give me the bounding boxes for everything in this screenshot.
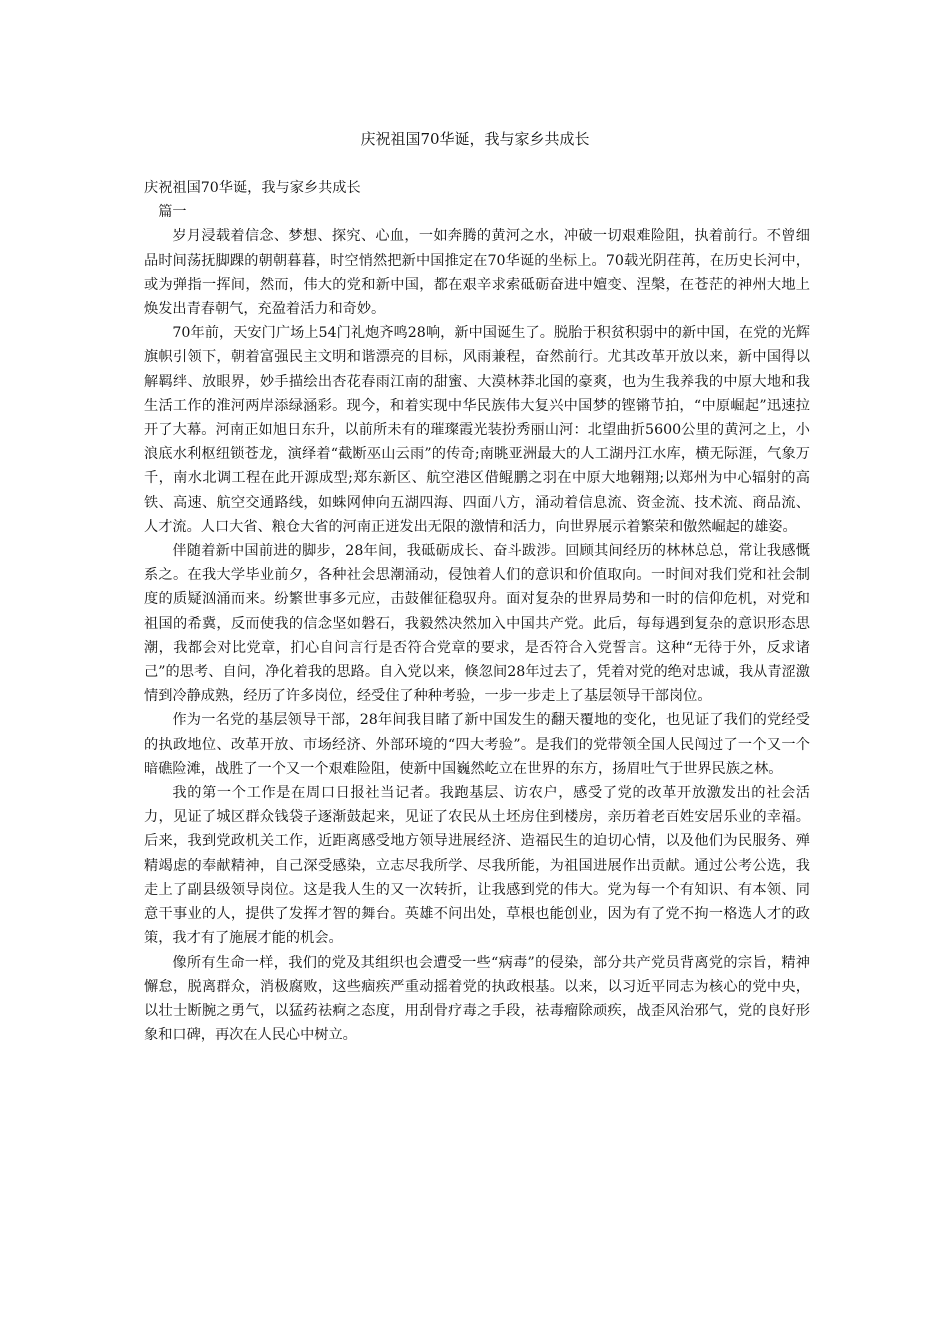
paragraph: 我的第一个工作是在周口日报社当记者。我跑基层、访农户，感受了党的改革开放激发出的社会活力，见证了城区群众钱袋子逐渐鼓起来，见证了农民从土坯房住到楼房，亲历着老百姓安居乐业的幸福。后来，我到党政机关工作，近距离感受地方领导进展经济、造福民生的迫切心情，以及他们为民服务、殚精竭虑的奉献精神，自己深受感染，立志尽我所学、尽我所能，为祖国进展作出贡献。通过公考公选，我走上了副县级领导岗位。这是我人生的又一次转折，让我感到党的伟大。党为每一个有知识、有本领、同意干事业的人，提供了发挥才智的舞台。英雄不问出处，草根也能创业，因为有了党不拘一格选人才的政策，我才有了施展才能的机会。 bbox=[144, 785, 810, 947]
document-subtitle: 庆祝祖国70华诞，我与家乡共成长 bbox=[144, 180, 361, 196]
paragraph: 像所有生命一样，我们的党及其组织也会遭受一些“病毒”的侵染，部分共产党员背离党的宗旨，精神懈怠，脱离群众，消极腐败，这些痼疾严重动摇着党的执政根基。以来，以习近平同志为核心的党中央，以壮士断腕之勇气，以猛药祛痾之态度，用刮骨疗毒之手段，祛毒瘤除顽疾，战歪风治邪气，党的良好形象和口碑，再次在人民心中树立。 bbox=[144, 954, 810, 1044]
document-body bbox=[144, 176, 810, 1047]
paragraph: 伴随着新中国前进的脚步，28年间，我砥砺成长、奋斗跋涉。回顾其间经历的林林总总，常让我感慨系之。在我大学毕业前夕，各种社会思潮涌动，侵蚀着人们的意识和价值取向。一时间对我们党和社会制度的质疑汹涌而来。纷繁世事多元应，击鼓催征稳驭舟。面对复杂的世界局势和一时的信仰危机，对党和祖国的希冀，反而使我的信念坚如磐石，我毅然决然加入中国共产党。此后，每每遇到复杂的意识形态思潮，我都会对比党章，扪心自问言行是否符合党章的要求，是否符合入党誓言。这种“无待于外，反求诸己”的思考、自问，净化着我的思路。自入党以来，倏忽间28年过去了，凭着对党的绝对忠诚，我从青涩激情到冷静成熟，经历了许多岗位，经受住了种种考验，一步一步走上了基层领导干部岗位。 bbox=[144, 543, 810, 705]
section-label: 篇一 bbox=[158, 204, 187, 221]
paragraph: 70年前，天安门广场上54门礼炮齐鸣28响，新中国诞生了。脱胎于积贫积弱中的新中国，在党的光辉旗帜引领下，朝着富强民主文明和谐漂亮的目标，风雨兼程，奋然前行。尤其改革开放以来，新中国得以解羁绊、放眼界，妙手描绘出杏花春雨江南的甜蜜、大漠林莽北国的豪爽，也为生我养我的中原大地和我生活工作的淮河两岸添绿涵彩。现今，和着实现中华民族伟大复兴中国梦的铿锵节拍，“中原崛起”迅速拉开了大幕。河南正如旭日东升，以前所未有的璀璨霞光装扮秀丽山河：北望曲折5600公里的黄河之上，小浪底水利枢纽锁苍龙，演绎着“截断巫山云雨”的传奇;南眺亚洲最大的人工湖丹江水库，横无际涯，气象万千，南水北调工程在此开源成型;郑东新区、航空港区借鲲鹏之羽在中原大地翱翔;以郑州为中心辐射的高铁、高速、航空交通路线，如蛛网伸向五湖四海、四面八方，涌动着信息流、资金流、技术流、商品流、人才流。人口大省、粮仓大省的河南正迸发出无限的激情和活力，向世界展示着繁荣和傲然崛起的雄姿。 bbox=[144, 325, 810, 535]
document-title: 庆祝祖国70华诞，我与家乡共成长 bbox=[360, 130, 590, 148]
paragraph: 岁月浸载着信念、梦想、探究、心血，一如奔腾的黄河之水，冲破一切艰难险阻，执着前行。不曾细品时间荡抚脚踝的朝朝暮暮，时空悄然把新中国推定在70华诞的坐标上。70载光阴荏苒，在历史长河中，或为弹指一挥间，然而，伟大的党和新中国，都在艰辛求索砥砺奋进中嬗变、涅槃，在苍茫的神州大地上焕发出青春朝气，充盈着活力和奇妙。 bbox=[144, 228, 810, 318]
paragraph: 作为一名党的基层领导干部，28年间我目睹了新中国发生的翻天覆地的变化，也见证了我们的党经受的执政地位、改革开放、市场经济、外部环境的“四大考验”。是我们的党带领全国人民闯过了一个又一个暗礁险滩，战胜了一个又一个艰难险阻，使新中国巍然屹立在世界的东方，扬眉吐气于世界民族之林。 bbox=[144, 712, 810, 777]
